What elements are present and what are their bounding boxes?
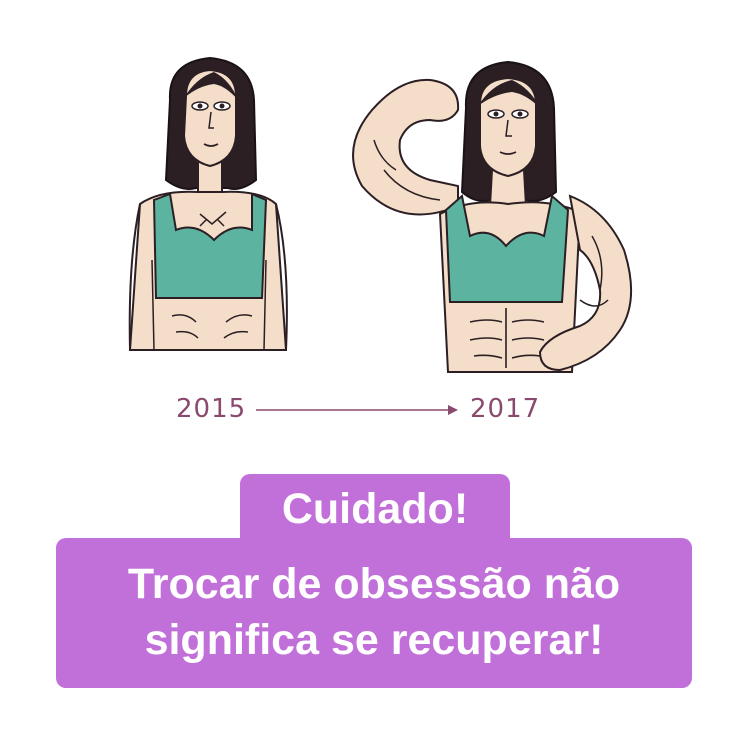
caption-line-1: Cuidado! — [281, 485, 469, 533]
year-before-label: 2015 — [176, 394, 247, 424]
caption-line-2: Trocar de obsessão não — [127, 560, 621, 608]
caption-body — [56, 538, 692, 688]
timeline-arrow — [256, 405, 458, 415]
caption-line-3: significa se recuperar! — [144, 616, 604, 664]
year-after-label: 2017 — [470, 394, 541, 424]
muscular-figure-2017 — [353, 62, 631, 372]
thin-figure-2015 — [130, 58, 287, 350]
caption-heading — [240, 474, 510, 544]
